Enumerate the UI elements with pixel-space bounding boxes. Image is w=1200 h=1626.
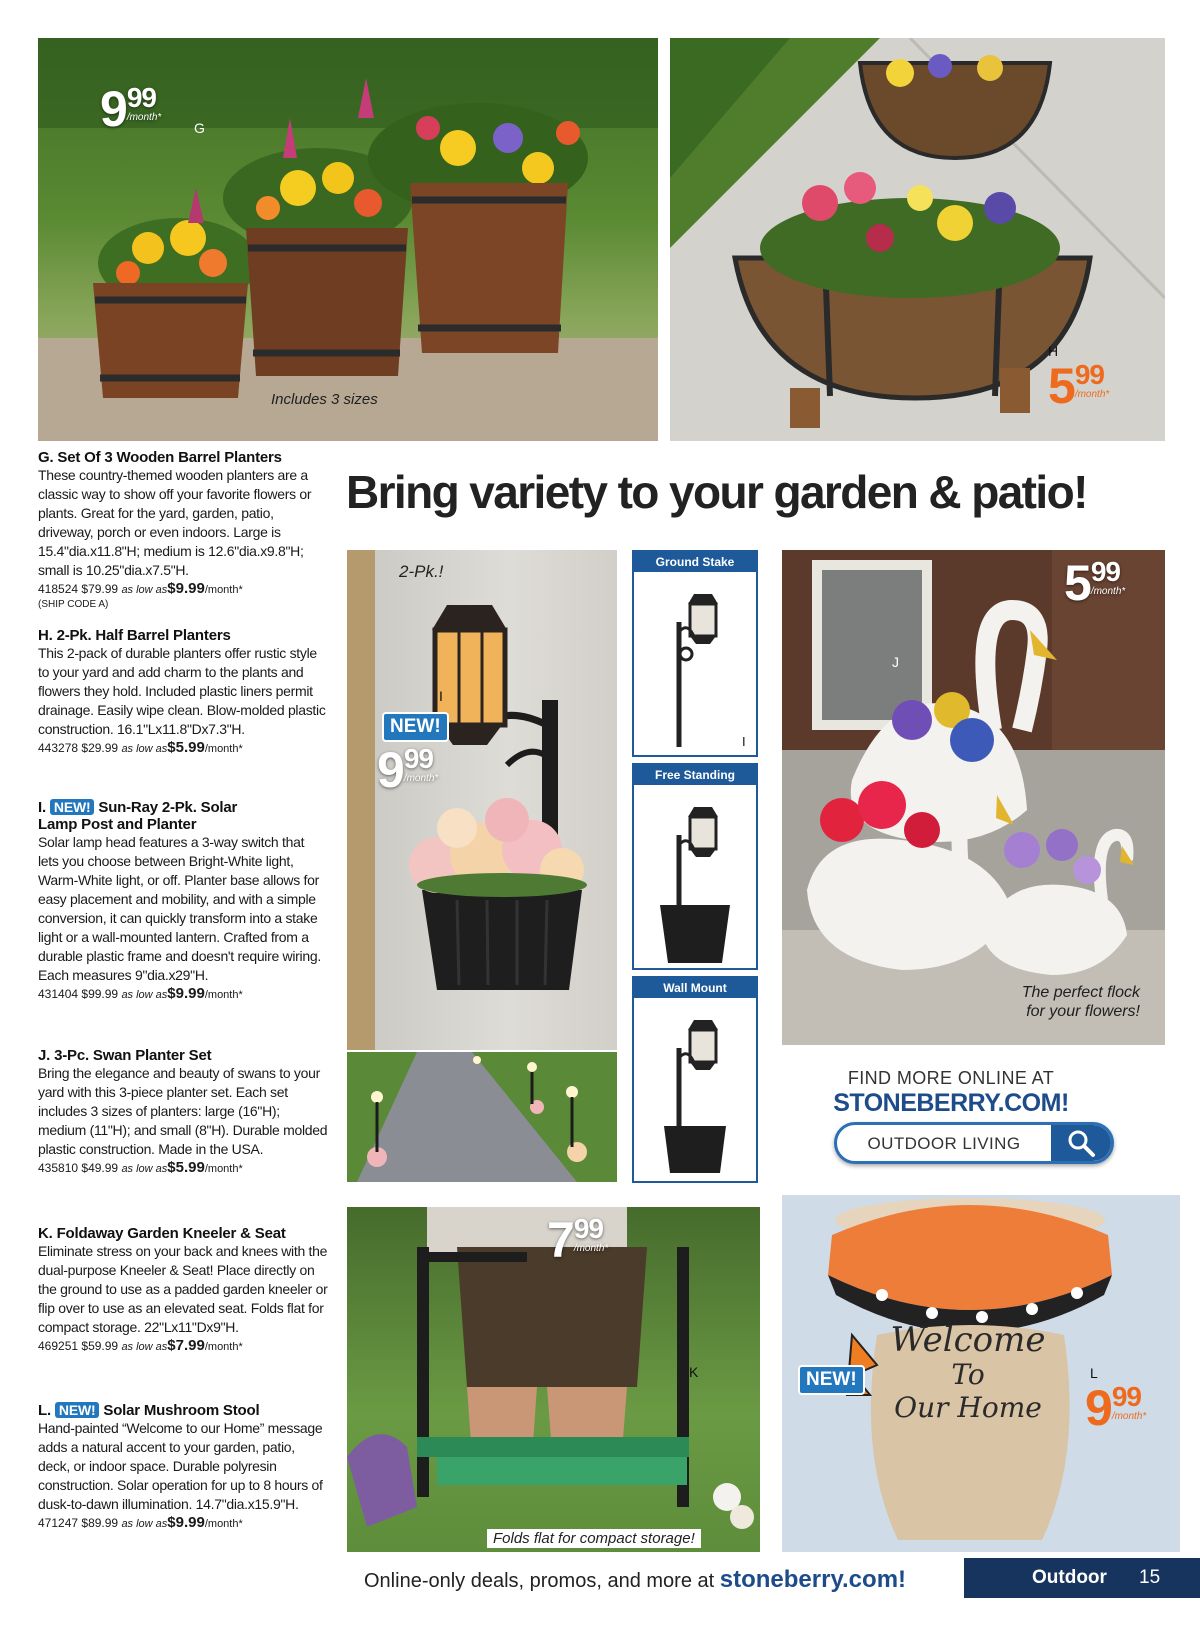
photo-wooden-barrel-planters: [38, 38, 658, 441]
item-k: [38, 1225, 328, 1402]
page-headline: Bring variety to your garden & patio!: [346, 466, 1087, 518]
item-price-line: [38, 580, 328, 599]
stool-text-line2: To: [951, 1358, 985, 1391]
price-badge-k: [547, 1212, 609, 1268]
item-description: Solar lamp head features a 3-way switch that lets you choose between Bright-White light, Warm-White light, or off. Planter base allows for easy placement and mobility, and with a simple conversion, it can quickly transform into a stake light or a wall-mounted lantern. Crafted from a durable plastic frame and doesn't require wiring. Each measures 9"dia.x29"H.: [38, 834, 321, 983]
panel-wall-mount: [632, 976, 758, 1183]
price-cents: 99: [1111, 1381, 1141, 1412]
solar-lamp-illustration: [347, 550, 617, 1050]
price-dollars: 9: [100, 81, 126, 137]
item-l: [38, 1402, 328, 1533]
item-letter-i-panel: I: [742, 734, 746, 749]
item-prefix: I.: [38, 799, 46, 816]
caption-two-pack: 2-Pk.!: [399, 562, 444, 581]
price-badge-h: [1048, 358, 1110, 414]
item-description: Hand-painted “Welcome to our Home” message adds a natural accent to your garden, patio, deck, or indoor space. Durable polyresin construction. Solar operation for up to 8 hours of dusk-to-dawn illumination. 14.7"dia.x15.9"H.: [38, 1420, 323, 1512]
item-regular-price: $79.99: [81, 582, 119, 596]
stool-text-line1: Welcome: [890, 1320, 1046, 1360]
item-sale-price: $9.99: [167, 580, 205, 597]
per-month-label: /month*: [204, 1341, 243, 1353]
price-per-month: /month*: [1111, 1411, 1147, 1422]
new-badge: NEW!: [55, 1402, 100, 1418]
page-number: 15: [1139, 1567, 1161, 1588]
item-description: This 2-pack of durable planters offer rustic style to your yard and add charm to the plants and flowers they hold. Included plastic liners permit drainage. Easily wipe clean. Blow-molded plastic construction. 16.1"Lx11.8"Dx7.3"H.: [38, 645, 326, 737]
price-badge-g: [100, 81, 162, 137]
item-letter-i: I: [439, 688, 443, 704]
item-title-line2: Lamp Post and Planter: [38, 816, 197, 833]
item-regular-price: $29.99: [81, 741, 119, 755]
per-month-label: /month*: [204, 1163, 243, 1175]
ground-stake-lamp-icon: [634, 572, 756, 755]
price-per-month: /month*: [573, 1243, 609, 1254]
stool-welcome-text: [878, 1321, 1058, 1425]
as-low-as-label: as low as: [121, 989, 168, 1001]
item-sku: 443278: [38, 741, 79, 755]
find-online-site[interactable]: STONEBERRY.COM!: [833, 1089, 1069, 1117]
search-icon: [1066, 1128, 1096, 1158]
caption-folds-flat: Folds flat for compact storage!: [487, 1529, 701, 1548]
panel-ground-stake: [632, 550, 758, 757]
item-sale-price: $5.99: [167, 1159, 205, 1176]
price-badge-l: [1085, 1380, 1147, 1436]
item-descriptions: [38, 449, 328, 1533]
price-per-month: /month*: [1090, 586, 1126, 597]
price-dollars: 9: [1085, 1380, 1111, 1436]
item-g: [38, 449, 328, 627]
item-title: H. 2-Pk. Half Barrel Planters: [38, 627, 231, 644]
item-sale-price: $7.99: [167, 1337, 205, 1354]
item-regular-price: $59.99: [81, 1339, 119, 1353]
per-month-label: /month*: [204, 989, 243, 1001]
price-cents: 99: [1074, 359, 1104, 390]
stool-text-line3: Our Home: [894, 1391, 1042, 1424]
swan-planters-illustration: [782, 550, 1165, 1045]
item-price-line: [38, 1337, 328, 1356]
item-letter-h: H: [1048, 343, 1059, 359]
panel-free-standing: [632, 763, 758, 970]
item-letter-j: J: [892, 654, 899, 670]
panel-label: Wall Mount: [634, 978, 756, 998]
item-title: G. Set Of 3 Wooden Barrel Planters: [38, 449, 282, 466]
section-name: Outdoor: [1032, 1567, 1107, 1588]
item-sku: 471247: [38, 1516, 79, 1530]
item-h: [38, 627, 328, 799]
item-title: J. 3-Pc. Swan Planter Set: [38, 1047, 212, 1064]
item-title: [38, 1402, 328, 1419]
photo-solar-lamp-post: [347, 550, 617, 1050]
item-prefix: L.: [38, 1402, 51, 1419]
item-sku: 418524: [38, 582, 79, 596]
item-title: [38, 799, 328, 833]
item-sale-price: $9.99: [167, 985, 205, 1002]
item-regular-price: $89.99: [81, 1516, 119, 1530]
photo-lamp-path: [347, 1052, 617, 1182]
per-month-label: /month*: [204, 743, 243, 755]
search-input[interactable]: OUTDOOR LIVING: [867, 1134, 1021, 1153]
price-per-month: /month*: [126, 112, 162, 123]
item-title-text: Solar Mushroom Stool: [103, 1402, 260, 1419]
per-month-label: /month*: [204, 584, 243, 596]
item-description: Eliminate stress on your back and knees with the dual-purpose Kneeler & Seat! Place directly on the ground to use as a padded garden kneeler or flip over to use as an elevated seat. Folds flat for compact storage. 22"Lx11"Dx9"H.: [38, 1243, 328, 1335]
per-month-label: /month*: [204, 1518, 243, 1530]
item-regular-price: $49.99: [81, 1161, 119, 1175]
item-sku: 469251: [38, 1339, 79, 1353]
item-i: [38, 799, 328, 1047]
item-sale-price: $9.99: [167, 1514, 205, 1531]
price-badge-j: [1064, 555, 1126, 611]
lamp-path-illustration: [347, 1052, 617, 1182]
photo-half-barrel-planters: [670, 38, 1165, 441]
item-price-line: [38, 1159, 328, 1178]
find-online-line1: FIND MORE ONLINE AT: [847, 1068, 1055, 1088]
caption-includes-sizes: Includes 3 sizes: [271, 391, 378, 408]
as-low-as-label: as low as: [121, 1518, 168, 1530]
item-description: Bring the elegance and beauty of swans to your yard with this 3-piece planter set. Each set includes 3 sizes of planters: large (16"H); medium (11"H); and small (8"H). Durable molded plastic construction. Made in the USA.: [38, 1065, 328, 1157]
wall-mount-lamp-icon: [634, 998, 756, 1181]
item-letter-k: K: [689, 1364, 699, 1380]
item-price-line: [38, 1514, 328, 1533]
item-title-text: Sun-Ray 2-Pk. Solar: [98, 799, 238, 816]
find-more-online: [820, 1068, 1082, 1118]
item-sku: 431404: [38, 987, 79, 1001]
caption-line-2: for your flowers!: [1026, 1003, 1140, 1020]
item-sale-price: $5.99: [167, 739, 205, 756]
footer-promo-text: Online-only deals, promos, and more at: [364, 1570, 715, 1592]
as-low-as-label: as low as: [121, 743, 168, 755]
price-dollars: 9: [377, 742, 403, 798]
as-low-as-label: as low as: [121, 1341, 168, 1353]
price-dollars: 7: [547, 1212, 573, 1268]
item-price-line: [38, 739, 328, 758]
panel-label: Ground Stake: [634, 552, 756, 572]
price-per-month: /month*: [1074, 389, 1110, 400]
price-badge-i: [377, 742, 439, 798]
new-badge: NEW!: [50, 799, 95, 815]
outdoor-living-search[interactable]: [834, 1122, 1114, 1164]
caption-perfect-flock: [1012, 983, 1140, 1021]
footer-promo: [364, 1566, 906, 1594]
photo-swan-planters: [782, 550, 1165, 1045]
price-cents: 99: [403, 743, 433, 774]
price-per-month: /month*: [403, 773, 439, 784]
new-badge-i: NEW!: [382, 712, 449, 742]
item-description: These country-themed wooden planters are a classic way to show off your favorite flowers or plants. Great for the yard, garden, patio, driveway, porch or even indoors. Large is 15.4"dia.x11.8"H; medium is 12.6"dia.x9.8"H; small is 10.25"dia.x7.5"H.: [38, 467, 312, 578]
new-badge-l: NEW!: [798, 1365, 865, 1395]
item-letter-l: L: [1090, 1365, 1098, 1381]
price-dollars: 5: [1064, 555, 1090, 611]
as-low-as-label: as low as: [121, 1163, 168, 1175]
item-sku: 435810: [38, 1161, 79, 1175]
price-cents: 99: [126, 82, 156, 113]
price-cents: 99: [573, 1213, 603, 1244]
search-button[interactable]: [1051, 1125, 1111, 1161]
item-regular-price: $99.99: [81, 987, 119, 1001]
as-low-as-label: as low as: [121, 584, 168, 596]
photo-garden-kneeler: [347, 1207, 760, 1552]
item-price-line: [38, 985, 328, 1004]
ship-code: (SHIP CODE A): [38, 599, 109, 610]
footer-section-bar: [964, 1558, 1200, 1598]
photo-mushroom-stool: [782, 1195, 1180, 1552]
free-standing-lamp-icon: [634, 785, 756, 968]
price-cents: 99: [1090, 556, 1120, 587]
price-dollars: 5: [1048, 358, 1074, 414]
footer-site-link[interactable]: stoneberry.com!: [719, 1566, 907, 1593]
item-title: K. Foldaway Garden Kneeler & Seat: [38, 1225, 286, 1242]
item-j: [38, 1047, 328, 1225]
caption-line-1: The perfect flock: [1021, 984, 1140, 1001]
panel-label: Free Standing: [634, 765, 756, 785]
item-letter-g: G: [194, 120, 205, 136]
